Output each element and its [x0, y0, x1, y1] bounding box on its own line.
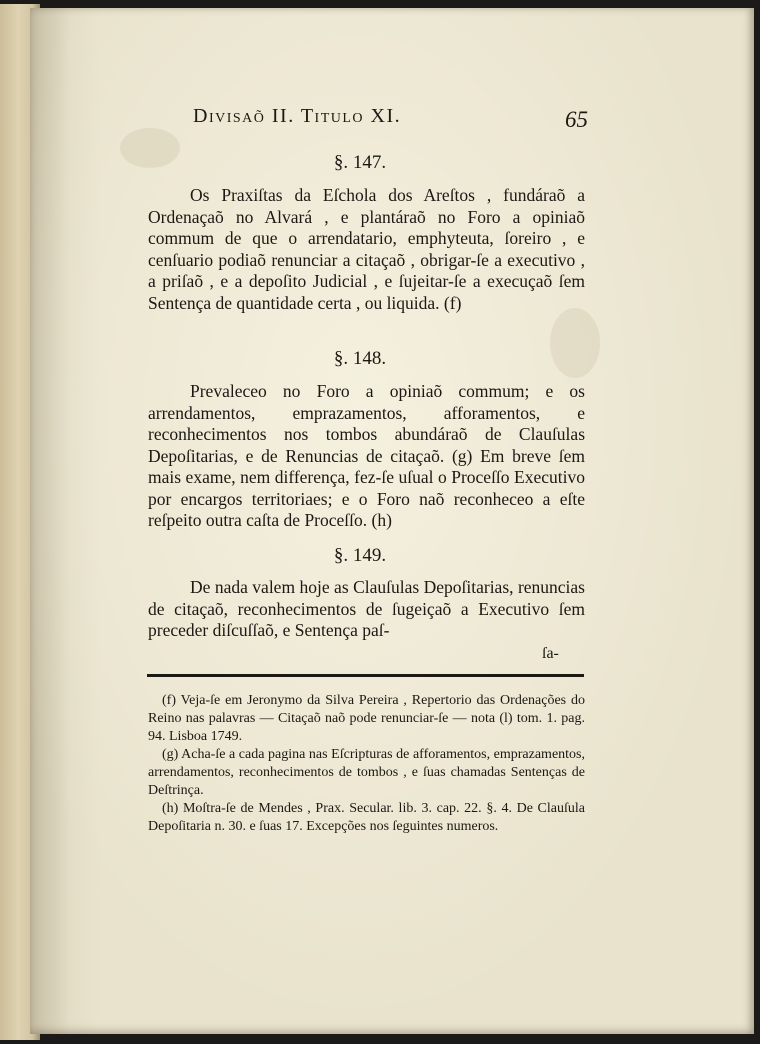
page-number: 65 — [565, 107, 588, 132]
section-mark-148: §. 148. — [333, 348, 387, 369]
paragraph: De nada valem hoje as Clauſulas Depoſitarias, renuncias de citaçaõ, reconhecimentos de ſugeiçaõ a Executivo ſem preceder diſcuſſaõ, e Sentença paſ- — [148, 577, 585, 640]
paper-stain — [550, 308, 600, 378]
page-header — [193, 105, 588, 137]
book-page — [30, 8, 754, 1034]
paragraph: Prevaleceo no Foro a opiniaõ commum; e os arrendamentos, emprazamentos, afforamentos, e reconhecimentos nos tombos abundáraõ de Clauſulas Depoſitarias, e de Renuncias de citaçaõ. (g) Em breve ſem mais exame, nem differença, fez-ſe uſual o Proceſſo Executivo por encargos territoriaes; e o Foro naõ reconheceo a eſte reſpeito outra caſta de Proceſſo. (h) — [148, 381, 585, 530]
section-mark-149: §. 149. — [333, 545, 387, 566]
section-147-text — [148, 185, 585, 314]
catchword: ſa- — [542, 645, 559, 662]
footnote-f: (f) Veja-ſe em Jeronymo da Silva Pereira , Repertorio das Ordenações do Reino nas palavras — Citaçaõ naõ pode renunciar-ſe — nota (l) tom. 1. pag. 94. Lisboa 1749. — [148, 693, 585, 744]
footnote-g: (g) Acha-ſe a cada pagina nas Eſcripturas de afforamentos, emprazamentos, arrendamentos, reconhecimentos de tombos , e ſuas chamadas Sentenças de Deſtrinça. — [148, 747, 585, 798]
running-head: Divisaõ II. Titulo XI. — [193, 105, 402, 127]
section-149-text — [148, 577, 585, 642]
section-mark-147: §. 147. — [333, 152, 387, 173]
footnote-h: (h) Moſtra-ſe de Mendes , Prax. Secular. lib. 3. cap. 22. §. 4. De Clauſula Depoſitaria n. 30. e ſuas 17. Excepções nos ſeguintes numeros. — [148, 801, 585, 834]
section-148-text — [148, 381, 585, 532]
footnotes — [148, 692, 585, 836]
paragraph: Os Praxiſtas da Eſchola dos Areſtos , fundáraõ a Ordenaçaõ no Alvará , e plantáraõ no Foro a opiniaõ commum de que o arrendatario, emphyteuta, ſoreiro , e cenſuario podiaõ renunciar a citaçaõ , obrigar-ſe a executivo , a priſaõ , e a depoſito Judicial , e ſujeitar-ſe a execuçaõ ſem Sentença de quantidade certa , ou liquida. (f) — [148, 185, 585, 313]
footnote-rule — [147, 674, 584, 677]
paper-stain — [120, 128, 180, 168]
